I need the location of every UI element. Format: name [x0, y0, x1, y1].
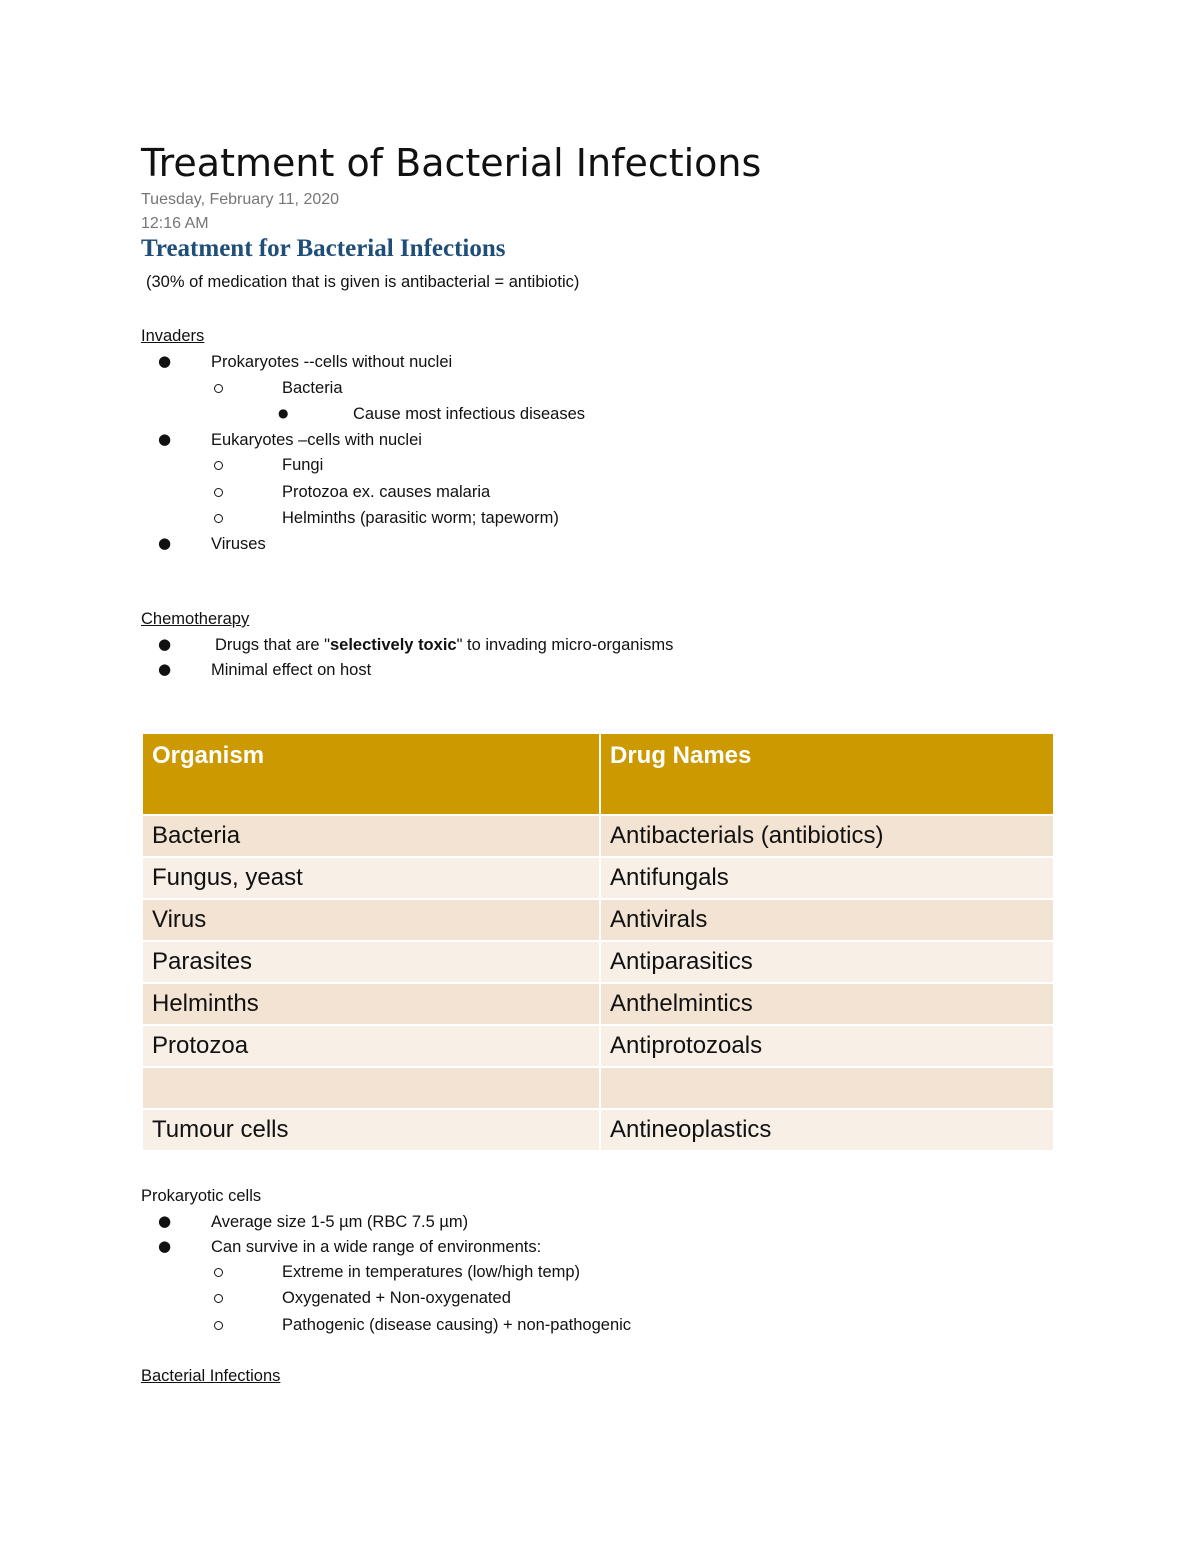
- invaders-label: Invaders: [141, 327, 205, 345]
- table-cell: Antiprotozoals: [600, 1025, 1054, 1067]
- circle-bullet-icon: [214, 1321, 223, 1330]
- list-item-prokaryotes: Prokaryotes --cells without nuclei: [211, 353, 453, 371]
- list-item-survive: Can survive in a wide range of environments:: [211, 1238, 542, 1256]
- list-item-eukaryotes: Eukaryotes –cells with nuclei: [211, 431, 422, 449]
- bullet-icon: ●: [158, 1212, 172, 1230]
- table-cell: Antiparasitics: [600, 941, 1054, 983]
- text-segment: Drugs that are ": [215, 636, 330, 654]
- table-cell: [143, 1067, 600, 1109]
- table-cell: Tumour cells: [143, 1109, 600, 1151]
- circle-bullet-icon: [214, 514, 223, 523]
- table-cell: Virus: [143, 899, 600, 941]
- table-header-row: [143, 734, 1054, 815]
- table-row: [143, 1025, 1054, 1067]
- table-cell: Helminths: [143, 983, 600, 1025]
- list-item-bacteria-note: Cause most infectious diseases: [353, 405, 586, 423]
- list-item-helminths: Helminths (parasitic worm; tapeworm): [282, 509, 559, 527]
- list-item-selectively-toxic: [215, 634, 673, 656]
- column-header-organism: Organism: [143, 734, 600, 815]
- drug-table: [143, 734, 1055, 1152]
- bullet-icon: ●: [278, 406, 289, 420]
- prokaryotic-label: Prokaryotic cells: [141, 1187, 262, 1205]
- circle-bullet-icon: [214, 1268, 223, 1277]
- bullet-icon: ●: [158, 430, 172, 448]
- table-row: [143, 1109, 1054, 1151]
- table-row: [143, 1067, 1054, 1109]
- note-date: Tuesday, February 11, 2020: [141, 191, 340, 208]
- table-cell: Antivirals: [600, 899, 1054, 941]
- chemotherapy-label: Chemotherapy: [141, 610, 250, 628]
- page-title: Treatment of Bacterial Infections: [141, 141, 762, 185]
- table-cell: Protozoa: [143, 1025, 600, 1067]
- bacterial-infections-label: Bacterial Infections: [141, 1367, 281, 1385]
- intro-text: (30% of medication that is given is antibacterial = antibiotic): [146, 273, 580, 291]
- bullet-icon: ●: [158, 1237, 172, 1255]
- table-row: [143, 983, 1054, 1025]
- list-item-bacteria: Bacteria: [282, 379, 343, 397]
- table-cell: Anthelmintics: [600, 983, 1054, 1025]
- circle-bullet-icon: [214, 384, 223, 393]
- table-row: [143, 941, 1054, 983]
- list-item-protozoa: Protozoa ex. causes malaria: [282, 483, 491, 501]
- table-cell: Fungus, yeast: [143, 857, 600, 899]
- bullet-icon: ●: [158, 660, 172, 678]
- table-cell: Antifungals: [600, 857, 1054, 899]
- bullet-icon: ●: [158, 534, 172, 552]
- table-cell: Bacteria: [143, 815, 600, 857]
- table-cell: [600, 1067, 1054, 1109]
- table-row: [143, 899, 1054, 941]
- list-item-average-size: Average size 1-5 µm (RBC 7.5 µm): [211, 1213, 469, 1231]
- list-item-fungi: Fungi: [282, 456, 324, 474]
- table-row: [143, 857, 1054, 899]
- list-item-pathogenic: Pathogenic (disease causing) + non-pathogenic: [282, 1316, 632, 1334]
- circle-bullet-icon: [214, 488, 223, 497]
- section-heading: Treatment for Bacterial Infections: [141, 235, 506, 262]
- circle-bullet-icon: [214, 461, 223, 470]
- table-cell: Parasites: [143, 941, 600, 983]
- note-time: 12:16 AM: [141, 215, 209, 232]
- table-row: [143, 815, 1054, 857]
- list-item-oxygenated: Oxygenated + Non-oxygenated: [282, 1289, 511, 1307]
- list-item-viruses: Viruses: [211, 535, 266, 553]
- table-cell: Antibacterials (antibiotics): [600, 815, 1054, 857]
- bullet-icon: ●: [158, 635, 172, 653]
- emphasis-text: selectively toxic: [330, 636, 457, 654]
- list-item-minimal-effect: Minimal effect on host: [211, 661, 372, 679]
- column-header-drug-names: Drug Names: [600, 734, 1054, 815]
- text-segment: " to invading micro-organisms: [456, 636, 674, 654]
- list-item-temperatures: Extreme in temperatures (low/high temp): [282, 1263, 581, 1281]
- table-cell: Antineoplastics: [600, 1109, 1054, 1151]
- circle-bullet-icon: [214, 1294, 223, 1303]
- bullet-icon: ●: [158, 352, 172, 370]
